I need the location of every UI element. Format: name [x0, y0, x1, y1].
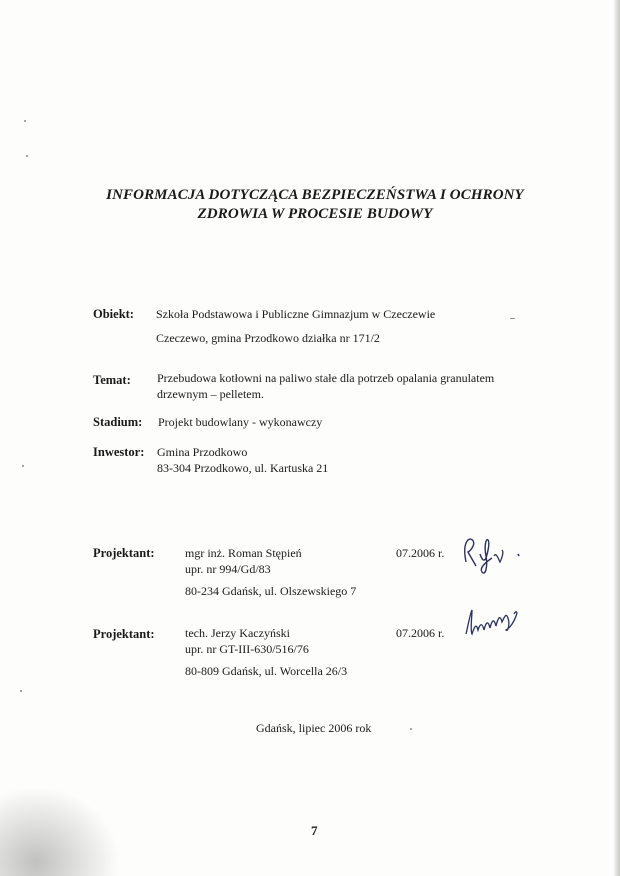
stadium-label: Stadium:	[93, 415, 143, 429]
stadium-value: Projekt budowlany - wykonawczy	[158, 415, 323, 429]
designer-1-license: upr. nr 994/Gd/83	[185, 562, 271, 576]
scan-edge-shadow	[614, 0, 620, 876]
temat-line-1: Przebudowa kotłowni na paliwo stałe dla potrzeb opalania granulatem	[157, 371, 495, 385]
designer-2-name: tech. Jerzy Kaczyński	[185, 626, 290, 640]
scan-speck	[26, 155, 28, 157]
designer-2-date: 07.2006 r.	[396, 626, 445, 640]
designer-2-label: Projektant:	[93, 627, 155, 641]
designer-2-license: upr. nr GT-III-630/516/76	[185, 642, 309, 656]
obiekt-line-1: Szkoła Podstawowa i Publiczne Gimnazjum w Czeczewie	[156, 307, 436, 321]
page-number: 7	[311, 823, 318, 838]
place-and-date: Gdańsk, lipiec 2006 rok	[256, 721, 372, 735]
inwestor-label: Inwestor:	[93, 445, 145, 459]
signature-2-image	[458, 600, 528, 650]
inwestor-line-2: 83-304 Przodkowo, ul. Kartuska 21	[157, 461, 329, 475]
obiekt-label: Obiekt:	[93, 307, 134, 321]
obiekt-line-2: Czeczewo, gmina Przodkowo działka nr 171/2	[156, 331, 380, 345]
designer-1-address: 80-234 Gdańsk, ul. Olszewskiego 7	[185, 584, 357, 598]
scan-corner-shadow	[0, 786, 120, 876]
designer-1-date: 07.2006 r.	[396, 546, 445, 560]
designer-2-address: 80-809 Gdańsk, ul. Worcella 26/3	[185, 664, 348, 678]
scan-speck	[410, 728, 412, 730]
temat-label: Temat:	[93, 373, 131, 387]
title-line-2: ZDROWIA W PROCESIE BUDOWY	[197, 206, 433, 222]
designer-1-name: mgr inż. Roman Stępień	[185, 546, 302, 560]
scan-speck	[20, 690, 22, 692]
inwestor-line-1: Gmina Przodkowo	[157, 445, 248, 459]
signature-1-image	[458, 532, 528, 582]
scan-speck	[24, 120, 26, 122]
temat-line-2: drzewnym – pelletem.	[157, 387, 264, 401]
designer-1-label: Projektant:	[93, 546, 155, 560]
title-line-1: INFORMACJA DOTYCZĄCA BEZPIECZEŃSTWA I OCHRONY	[106, 187, 524, 203]
document-title	[0, 186, 620, 224]
scan-speck	[510, 318, 515, 319]
scan-speck	[22, 465, 24, 467]
